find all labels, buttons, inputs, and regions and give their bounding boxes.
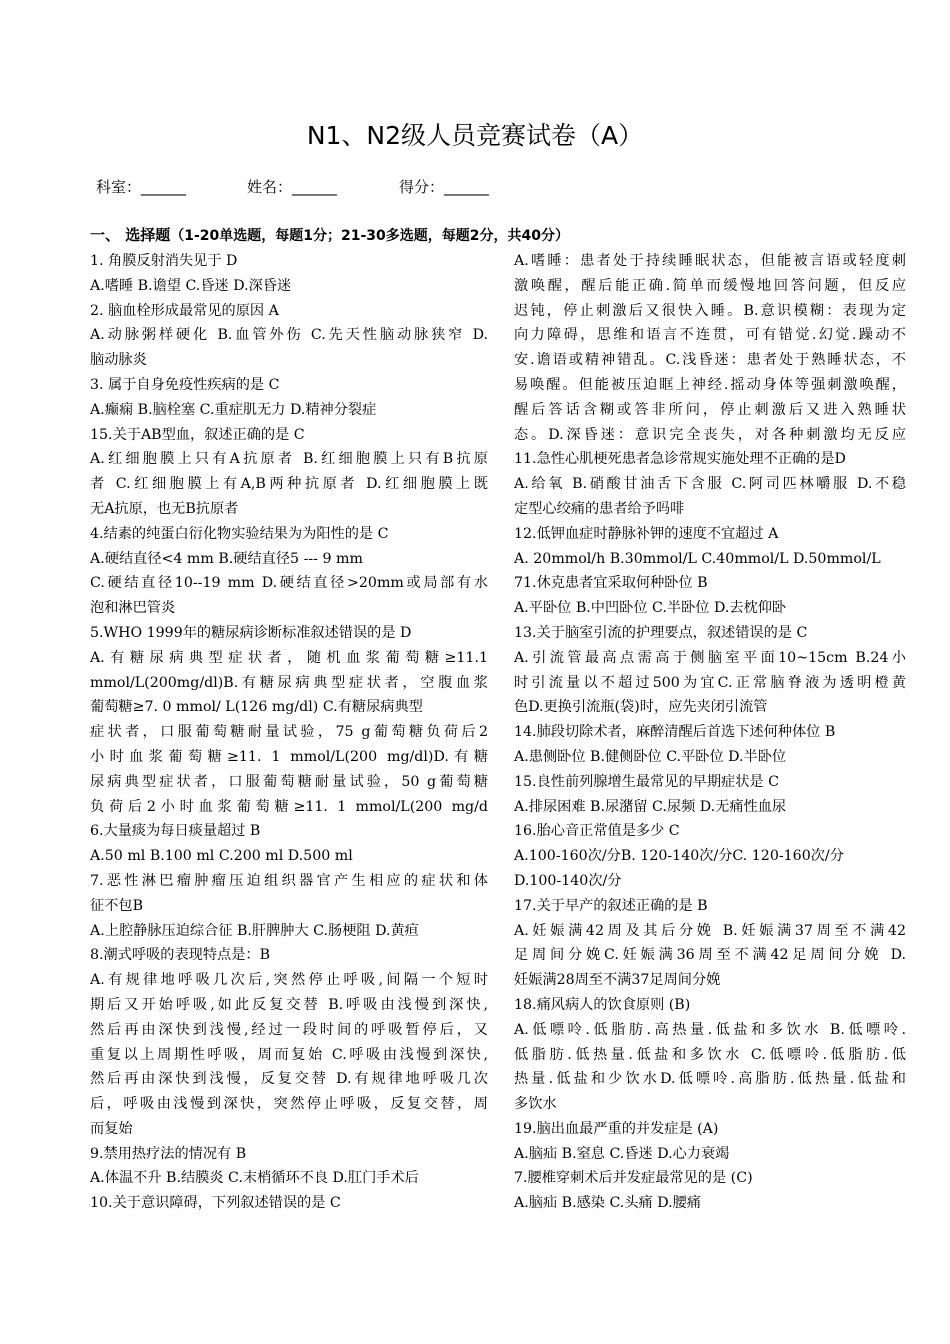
question-text-line: D.100-140次/分 (514, 872, 622, 889)
question-text-line: A.红细胞膜上只有A抗原者 B.红细胞膜上只有B抗原 (90, 451, 488, 468)
question-text-line: 脑动脉炎 (90, 352, 147, 369)
question-text-line: A.嗜睡：患者处于持续睡眠状态，但能被言语或轻度刺 (514, 253, 906, 269)
question-text-line: 定型心绞痛的患者给予吗啡 (514, 500, 685, 517)
question-text-line: 色D.更换引流瓶(袋)时，应先夹闭引流管 (514, 699, 768, 716)
question-text-line: 醒后答话含糊或答非所问，停止刺激后又进入熟睡状 (514, 401, 906, 418)
question-text-line: 葡萄糖≥7. 0 mmol/ L(126 mg/dl) C.有糖尿病典型 (90, 699, 423, 716)
question-text-line: A.平卧位 B.中凹卧位 C.半卧位 D.去枕仰卧 (514, 600, 787, 617)
question-text-line: A.100-160次/分B. 120-140次/分C. 120-160次/分 (514, 848, 844, 865)
question-text-line: A.给氧 B.硝酸甘油舌下含服 C.阿司匹林嚼服 D.不稳 (514, 476, 906, 493)
question-text-line: 4.结素的纯蛋白衍化物实验结果为为阳性的是 C (90, 525, 389, 542)
question-text-line: 6.大量痰为每日痰量超过 B (90, 823, 261, 840)
exam-title: N1、N2级人员竞赛试卷（A） (306, 121, 644, 150)
question-text-line: 迟钝，停止刺激后又很快入睡。B.意识模糊：表现为定 (514, 302, 906, 319)
question-text-line: 症状者，口服葡萄糖耐量试验，75 g葡萄糖负荷后2 (90, 724, 488, 741)
question-text-line: 12.低钾血症时静脉补钾的速度不宜超过 A (514, 525, 779, 542)
question-text-line: 然后再由深快到浅慢，反复交替 D.有规律地呼吸几次 (90, 1071, 488, 1088)
question-text-line: A.有糖尿病典型症状者，随机血浆葡萄糖≥11.1 (90, 649, 488, 666)
question-text-line: 时引流量以不超过500为宜C.正常脑脊液为透明橙黄 (514, 674, 906, 691)
question-text-line: 泡和淋巴管炎 (90, 600, 176, 617)
question-text-line: 期后又开始呼吸,如此反复交替 B.呼吸由浅慢到深快, (90, 996, 488, 1013)
exam-info-row (0, 176, 950, 200)
question-text-line: 71.休克患者宜采取何种卧位 B (514, 575, 708, 592)
question-text-line: A.体温不升 B.结膜炎 C.末梢循环不良 D.肛门手术后 (90, 1170, 419, 1187)
score-field: 得分：______ (399, 178, 490, 196)
question-text-line: 无A抗原，也无B抗原者 (90, 500, 239, 517)
question-text-line: A.引流管最高点需高于侧脑室平面10~15cm B.24小 (514, 649, 906, 666)
question-text-line: 重复以上周期性呼吸，周而复始 C.呼吸由浅慢到深快, (90, 1046, 488, 1063)
question-text-line: 18.痛风病人的饮食原则 (B) (514, 996, 691, 1013)
question-text-line: A.硬结直径<4 mm B.硬结直径5 --- 9 mm (90, 550, 363, 567)
question-text-line: A.上腔静脉压迫综合征 B.肝脾肿大 C.肠梗阻 D.黄疸 (90, 922, 419, 939)
question-text-line: 足周间分娩C.妊娠满36周至不满42足周间分娩 D. (514, 947, 906, 964)
name-field: 姓名：______ (247, 178, 338, 196)
question-text-line: A.50 ml B.100 ml C.200 ml D.500 ml (90, 848, 353, 865)
question-text-line: 7.恶性淋巴瘤肿瘤压迫组织器官产生相应的症状和体 (90, 872, 488, 889)
question-text-line: 5.WHO 1999年的糖尿病诊断标准叙述错误的是 D (90, 624, 412, 641)
question-text-line: 15.关于AB型血，叙述正确的是 C (90, 426, 305, 443)
question-text-line: 尿病典型症状者，口服葡萄糖耐量试验，50 g葡萄糖 (90, 773, 488, 790)
question-text-line: 7.腰椎穿刺术后并发症最常见的是 (C) (514, 1170, 753, 1187)
question-text-line: 后，呼吸由浅慢到深快，突然停止呼吸，反复交替，周 (90, 1096, 488, 1113)
question-text-line: 15.良性前列腺增生最常见的早期症状是 C (514, 773, 779, 790)
question-text-line: A.排尿困难 B.尿潴留 C.尿频 D.无痛性血尿 (514, 798, 787, 815)
question-text-line: A.有规律地呼吸几次后,突然停止呼吸,间隔一个短时 (90, 972, 488, 989)
question-text-line: 11.急性心肌梗死患者急诊常规实施处理不正确的是D (514, 451, 846, 468)
question-text-line: 安.谵语或精神错乱。C.浅昏迷：患者处于熟睡状态，不 (514, 352, 906, 369)
question-text-line: 负荷后2小时血浆葡萄糖≥11. 1 mmol/L(200 mg/d (90, 798, 488, 815)
question-text-line: 3. 属于自身免疫性疾病的是 C (90, 376, 280, 393)
question-text-line: 易唤醒。但能被压迫眶上神经.摇动身体等强刺激唤醒， (514, 376, 906, 393)
question-text-line: 10.关于意识障碍，下列叙述错误的是 C (90, 1195, 341, 1212)
question-text-line: A.脑疝 B.感染 C.头痛 D.腰痛 (514, 1195, 701, 1212)
question-text-line: A.患侧卧位 B.健侧卧位 C.平卧位 D.半卧位 (514, 748, 787, 765)
question-text-line: C.硬结直径10--19 mm D.硬结直径>20mm或局部有水 (90, 575, 488, 592)
right-column (514, 249, 906, 1216)
question-text-line: A. 20mmol/h B.30mmol/L C.40mmol/L D.50mmol/L (514, 550, 881, 567)
question-text-line: 13.关于脑室引流的护理要点，叙述错误的是 C (514, 624, 808, 641)
left-column (90, 249, 488, 1216)
question-text-line: 激唤醒，醒后能正确.简单而缓慢地回答问题，但反应 (514, 277, 906, 294)
question-text-line: A.动脉粥样硬化 B.血管外伤 C.先天性脑动脉狭窄 D. (90, 327, 488, 344)
question-text-line: 而复始 (90, 1120, 133, 1137)
question-text-line: 17.关于早产的叙述正确的是 B (514, 897, 708, 914)
department-field: 科室：______ (96, 178, 187, 196)
question-text-line: 1. 角膜反射消失见于 D (90, 253, 238, 269)
question-text-line: 9.禁用热疗法的情况有 B (90, 1145, 247, 1162)
section-note: （1-20单选题，每题1分；21-30多选题，每题2分，共40分） (170, 228, 570, 244)
question-text-line: 妊娠满28周至不满37足周间分娩 (514, 972, 721, 989)
question-text-line: 8.潮式呼吸的表现特点是：B (90, 947, 271, 964)
question-text-line: 多饮水 (514, 1096, 557, 1113)
question-text-line: 14.肺段切除术者，麻醉清醒后首选下述何种体位 B (514, 724, 836, 741)
question-text-line: 19.脑出血最严重的并发症是 (A) (514, 1120, 719, 1137)
question-text-line: 态。D.深昏迷：意识完全丧失，对各种刺激均无反应 (514, 426, 906, 443)
section-heading (90, 224, 910, 245)
question-text-line: 小时血浆葡萄糖≥11. 1 mmol/L(200 mg/dl)D.有糖 (90, 748, 488, 765)
question-text-line: A.癫痫 B.脑栓塞 C.重症肌无力 D.精神分裂症 (90, 401, 377, 418)
question-text-line: A.妊娠满42周及其后分娩 B.妊娠满37周至不满42 (514, 922, 906, 939)
question-text-line: mmol/L(200mg/dl)B.有糖尿病典型症状者，空腹血浆 (90, 674, 488, 691)
section-title: 一、 选择题 (90, 226, 171, 244)
question-text-line: A.嗜睡 B.谵望 C.昏迷 D.深昏迷 (90, 277, 292, 294)
question-text-line: 向力障碍，思维和语言不连贯，可有错觉.幻觉.躁动不 (514, 327, 906, 344)
question-text-line: 然后再由深快到浅慢,经过一段时间的呼吸暂停后，又 (90, 1021, 488, 1038)
question-text-line: 低脂肪.低热量.低盐和多饮水 C.低嘌呤.低脂肪.低 (514, 1046, 906, 1063)
question-text-line: A.低嘌呤.低脂肪.高热量.低盐和多饮水 B.低嘌呤. (514, 1021, 906, 1038)
question-text-line: 热量.低盐和少饮水D.低嘌呤.高脂肪.低热量.低盐和 (514, 1071, 906, 1088)
question-text-line: A.脑疝 B.窒息 C.昏迷 D.心力衰竭 (514, 1145, 730, 1162)
question-text-line: 2. 脑血栓形成最常见的原因 A (90, 302, 279, 319)
question-text-line: 者 C.红细胞膜上有A,B两种抗原者 D.红细胞膜上既 (90, 476, 488, 493)
question-text-line: 16.胎心音正常值是多少 C (514, 823, 680, 840)
question-text-line: 征不包B (90, 897, 143, 914)
